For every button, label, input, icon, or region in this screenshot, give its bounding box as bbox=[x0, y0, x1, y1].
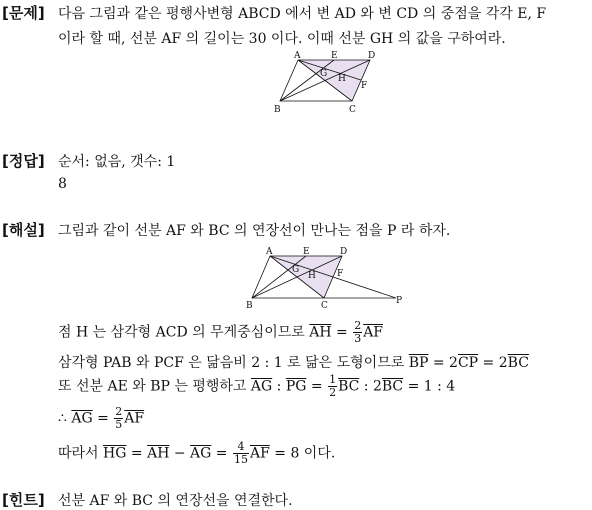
hint-text: 선분 AF 와 BC 의 연장선을 연결한다. bbox=[58, 493, 293, 509]
fraction: $\frac{1}{2}$ bbox=[329, 373, 337, 399]
figure-label-g: G bbox=[320, 69, 328, 79]
fraction: $\frac{4}{15}$ bbox=[233, 440, 248, 466]
figure-label-d: D bbox=[368, 51, 376, 61]
segment-ag: $\overline{AG}$ bbox=[250, 378, 273, 395]
figure-label-h: H bbox=[308, 271, 316, 281]
hint-label: [힌트] bbox=[2, 491, 45, 509]
figure-label-b: B bbox=[246, 301, 253, 310]
solution-step-1: 점 H 는 삼각형 ACD 의 무게중심이므로 $\overline{AH}$ = $\frac{2}{3}$ $\overline{AF}$ bbox=[58, 319, 384, 345]
figure-label-e: E bbox=[303, 247, 310, 257]
figure-label-f: F bbox=[337, 269, 344, 279]
solution-intro: 그림과 같이 선분 AF 와 BC 의 연장선이 만나는 점을 P 라 하자. bbox=[58, 223, 451, 239]
figure-label-c: C bbox=[321, 301, 328, 310]
fraction: $\frac{2}{5}$ bbox=[115, 405, 123, 431]
figure-label-h: H bbox=[338, 74, 346, 84]
figure-label-p: P bbox=[396, 296, 403, 306]
figure-shaded-triangle bbox=[298, 60, 370, 101]
figure-label-c: C bbox=[349, 105, 356, 115]
figure-label-b: B bbox=[274, 105, 281, 115]
segment-cp: $\overline{CP}$ bbox=[457, 355, 479, 371]
figure-label-f: F bbox=[361, 81, 368, 91]
solution-step-3: 또 선분 AE 와 BP 는 평행하고 $\overline{AG}$ : $\overline{PG}$ = $\frac{1}{2}$ $\overline{BC}$ : $2\overline{BC} = 1$ : 4 bbox=[58, 373, 456, 399]
solution-step-4: ∴ $\overline{AG}$ = $\frac{2}{5}$ $\overline{AF}$ bbox=[58, 405, 145, 431]
segment-pg: $\overline{PG}$ bbox=[285, 378, 307, 395]
segment-bp: $\overline{BP}$ bbox=[408, 355, 429, 371]
answer-value: 8 bbox=[58, 176, 67, 192]
segment-bc: $\overline{BC}$ bbox=[381, 378, 404, 395]
problem-line-2: 이라 할 때, 선분 AF 의 길이는 30 이다. 이때 선분 GH 의 값을 구하여라. bbox=[58, 31, 506, 47]
figure-label-d: D bbox=[340, 247, 348, 257]
solution-step-2: 삼각형 PAB 와 PCF 은 닮음비 2 : 1 로 닮은 도형이므로 $\overline{BP} = 2\overline{CP} = 2\overline{BC}$ bbox=[58, 355, 529, 371]
figure-label-e: E bbox=[331, 51, 338, 61]
segment-bc: $\overline{BC}$ bbox=[338, 378, 360, 395]
figure-shaded-triangle bbox=[270, 256, 342, 298]
figure-label-a: A bbox=[266, 247, 273, 257]
figure-label-g: G bbox=[292, 265, 300, 275]
solution-step-5: 따라서 $\overline{HG} = \overline{AH} - \overline{AG}$ = $\frac{4}{15}$ $\overline{AF} = 8$ 이다. bbox=[58, 440, 336, 466]
solution-figure bbox=[244, 242, 414, 310]
segment-af: $\overline{AF}$ bbox=[363, 324, 384, 341]
solution-label: [해설] bbox=[2, 221, 45, 239]
answer-meta: 순서: 없음, 갯수: 1 bbox=[58, 154, 176, 170]
segment-ah: $\overline{AH}$ bbox=[309, 324, 332, 341]
figure-label-a: A bbox=[294, 51, 301, 61]
segment-ag: $\overline{AG}$ bbox=[190, 445, 212, 462]
segment-hg: $\overline{HG}$ bbox=[103, 445, 127, 462]
problem-figure bbox=[272, 48, 392, 118]
segment-ah: $\overline{AH}$ bbox=[147, 445, 170, 462]
segment-ag: $\overline{AG}$ bbox=[71, 410, 93, 427]
segment-af: $\overline{AF}$ bbox=[249, 445, 270, 462]
segment-bc: $\overline{BC}$ bbox=[507, 355, 529, 371]
segment-af: $\overline{AF}$ bbox=[124, 410, 145, 427]
answer-label: [정답] bbox=[2, 152, 45, 170]
problem-label: [문제] bbox=[2, 4, 45, 22]
fraction: $\frac{2}{3}$ bbox=[354, 319, 362, 345]
problem-line-1: 다음 그림과 같은 평행사변형 ABCD 에서 변 AD 와 변 CD 의 중점을 각각 E, F bbox=[58, 6, 547, 22]
